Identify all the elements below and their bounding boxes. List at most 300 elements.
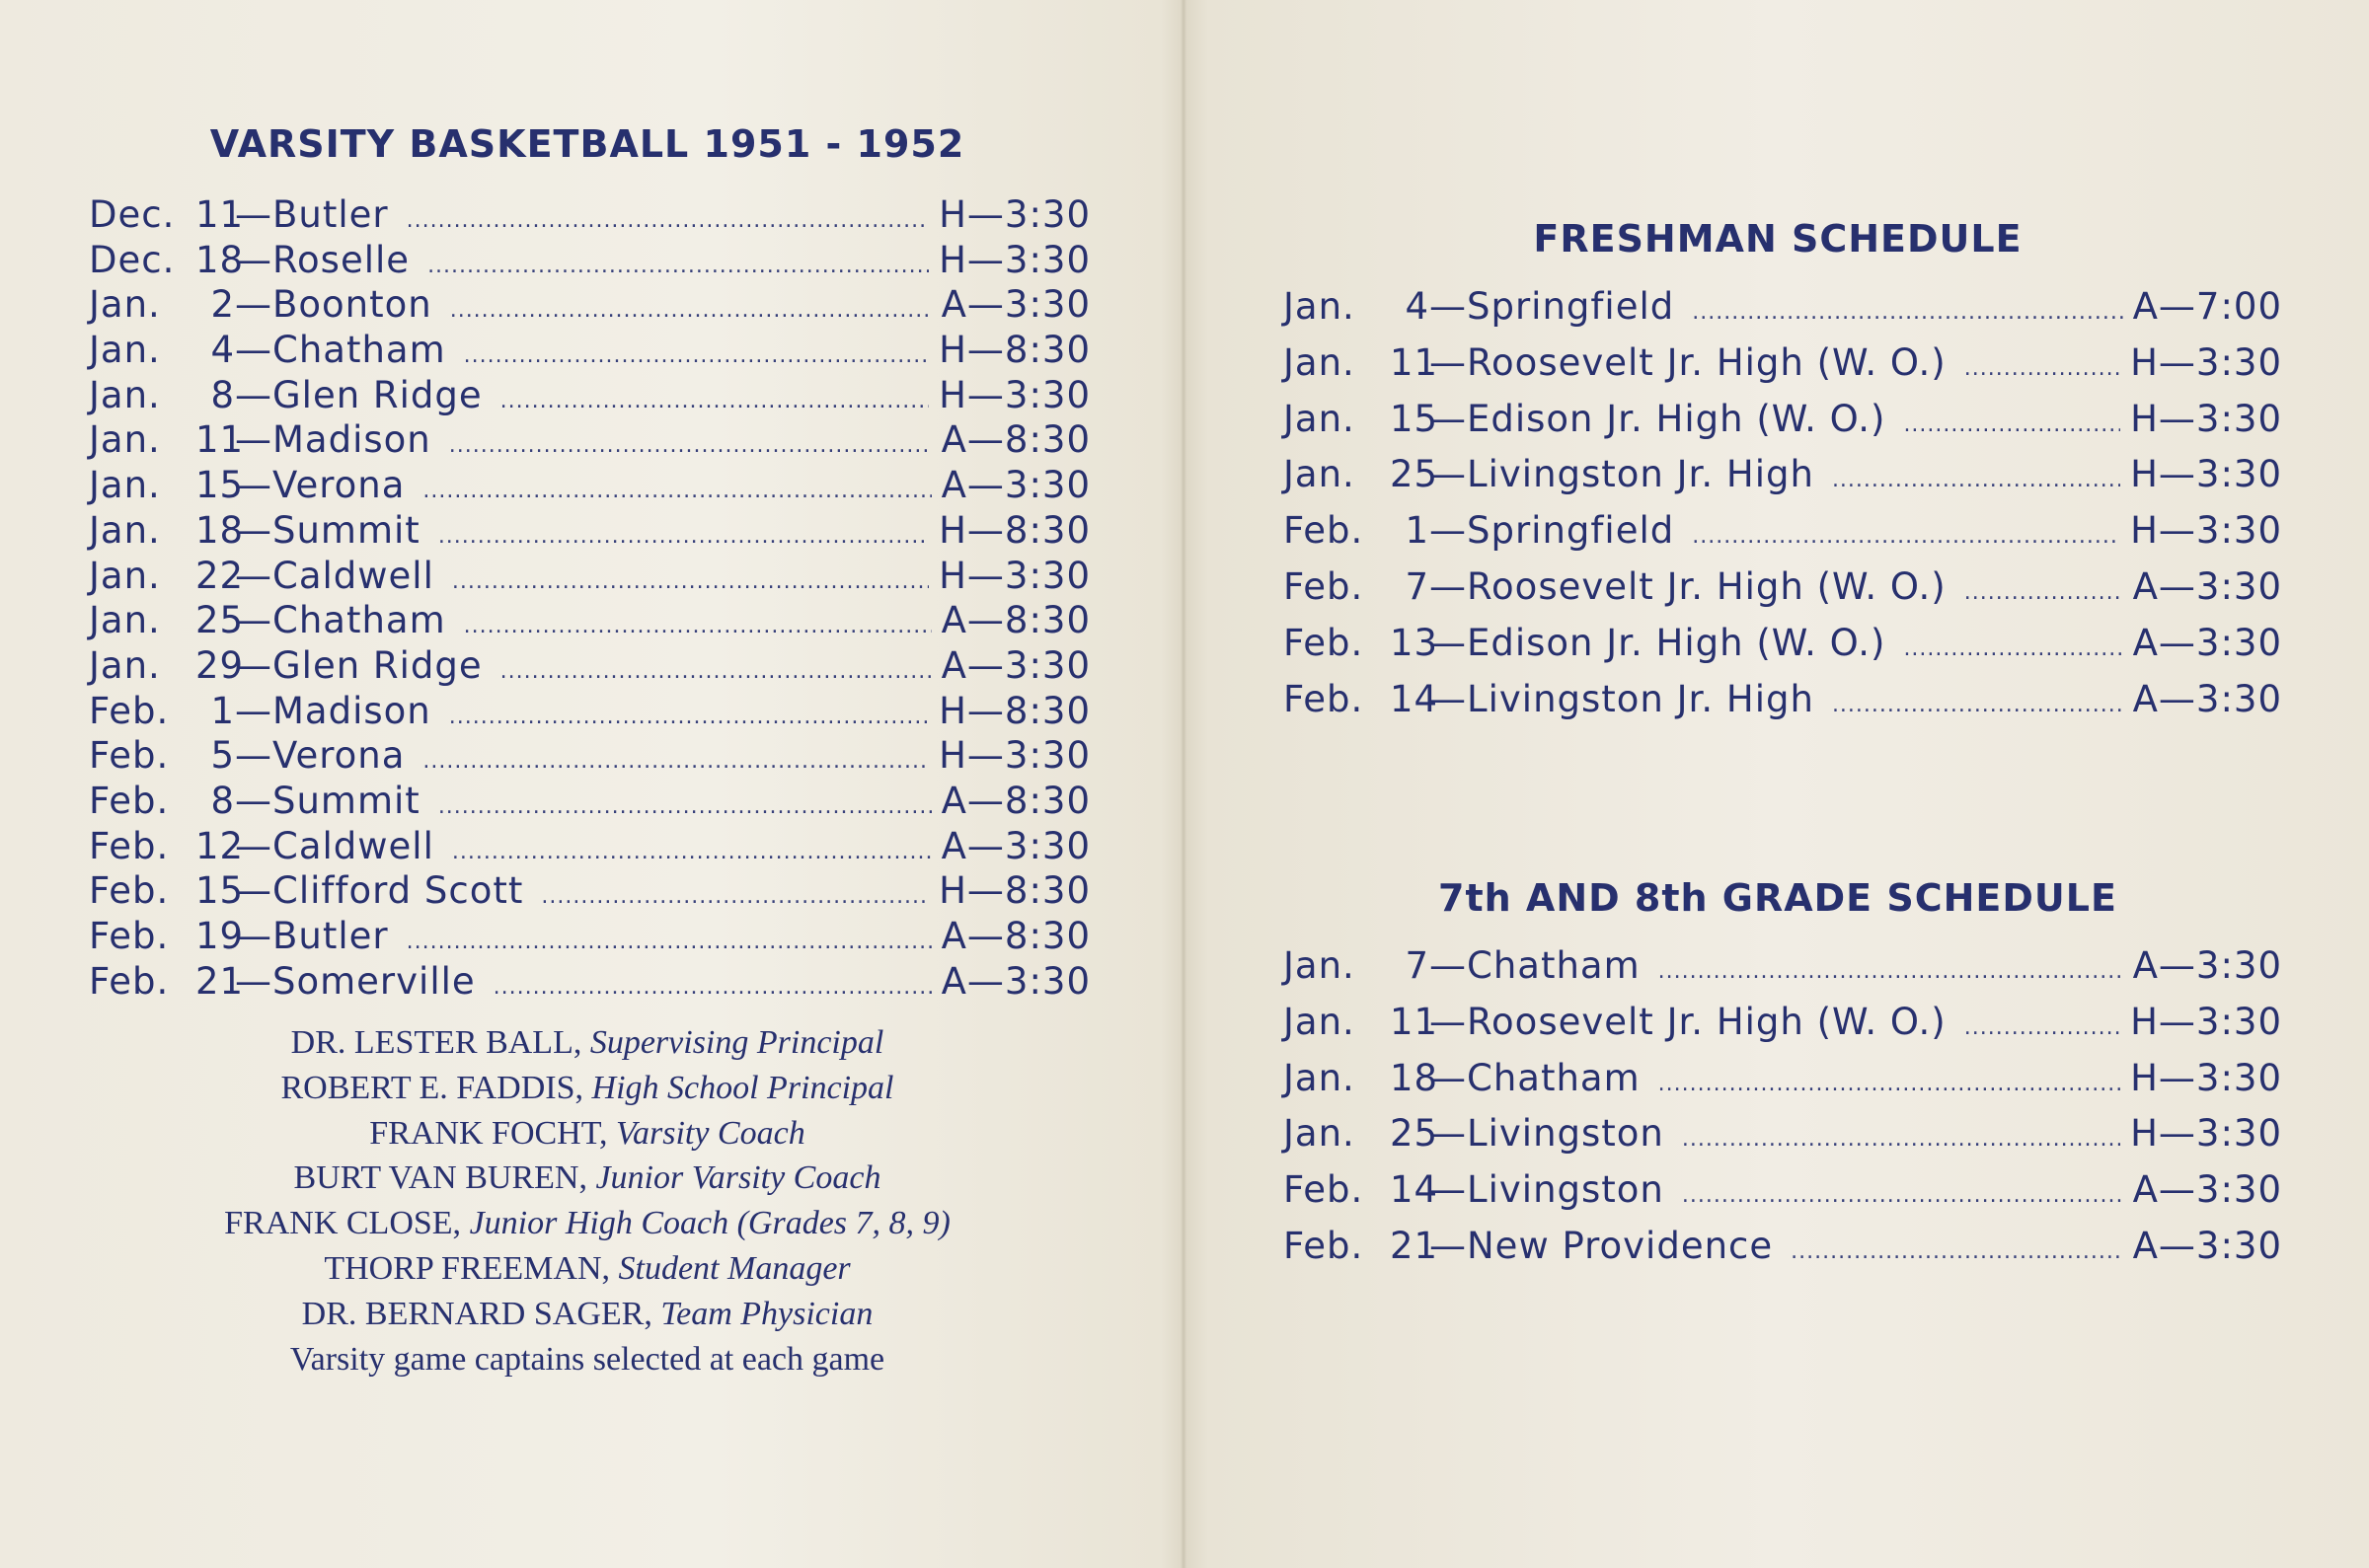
dash-separator: — — [1429, 397, 1467, 440]
game-location: A — [2132, 1168, 2159, 1212]
game-location: A — [941, 418, 967, 462]
game-location-time — [2130, 341, 2282, 384]
dot-leader — [500, 659, 932, 684]
game-day: 22 — [195, 554, 245, 597]
dot-leader — [1791, 1239, 2122, 1264]
dash-separator: — — [1429, 1112, 1467, 1156]
dot-leader — [438, 524, 929, 549]
game-time: 3:30 — [1004, 734, 1091, 778]
freshman-schedule — [1283, 285, 2282, 733]
staff-member — [0, 1111, 1175, 1157]
game-day: 29 — [195, 643, 245, 687]
dash-separator: — — [1429, 453, 1467, 496]
game-opponent: Somerville — [272, 959, 476, 1003]
staff-title: High School Principal — [591, 1069, 894, 1106]
dot-leader — [1964, 356, 2120, 381]
game-opponent: Chatham — [272, 599, 446, 642]
dash-separator: — — [966, 689, 1005, 732]
game-location-time — [939, 869, 1091, 912]
game-opponent: Glen Ridge — [272, 373, 483, 416]
dash-separator: — — [966, 915, 1005, 957]
dot-leader — [427, 254, 929, 278]
dash-separator: — — [235, 418, 272, 462]
game-location-time — [939, 555, 1091, 597]
dash-separator: — — [2158, 677, 2196, 720]
dash-separator: — — [235, 869, 272, 913]
dash-separator: — — [966, 869, 1005, 913]
dash-separator: — — [966, 554, 1005, 597]
game-location: H — [939, 869, 967, 913]
dot-leader — [1903, 636, 2122, 661]
game-day: 11 — [1390, 1000, 1439, 1043]
game-opponent: Verona — [272, 734, 406, 778]
game-opponent: Roosevelt Jr. High (W. O.) — [1467, 564, 1947, 608]
game-location: H — [939, 238, 967, 281]
game-location: A — [941, 915, 967, 957]
game-time: 8:30 — [1004, 599, 1091, 642]
game-location: A — [941, 959, 967, 1003]
game-day: 2 — [210, 283, 235, 327]
varsity-title: VARSITY BASKETBALL 1951 - 1952 — [209, 122, 965, 166]
game-location: H — [939, 734, 967, 778]
grade-schedule-title: 7th AND 8th GRADE SCHEDULE — [1438, 876, 2117, 920]
game-location: A — [2132, 1224, 2159, 1267]
game-location-time — [942, 780, 1091, 822]
game-location-time — [939, 734, 1091, 777]
dot-leader — [1832, 468, 2120, 492]
game-time: 3:30 — [2195, 1112, 2282, 1156]
dash-separator: — — [966, 418, 1005, 462]
dash-separator: — — [235, 824, 272, 867]
game-day: 15 — [195, 464, 245, 507]
schedule-row — [1283, 1168, 2282, 1225]
game-time: 3:30 — [1004, 959, 1091, 1003]
game-opponent: Springfield — [1467, 509, 1675, 553]
schedule-row — [89, 239, 1091, 284]
dash-separator: — — [2158, 397, 2196, 440]
dash-separator: — — [235, 643, 272, 687]
schedule-row — [89, 418, 1091, 464]
game-time: 3:30 — [1004, 193, 1091, 236]
dot-leader — [452, 569, 929, 594]
dash-separator: — — [966, 508, 1005, 552]
game-time: 3:30 — [2195, 1056, 2282, 1099]
dot-leader — [1692, 300, 2122, 325]
dot-leader — [1964, 1015, 2120, 1040]
game-month: Feb. — [89, 959, 170, 1003]
game-day: 25 — [195, 599, 245, 642]
schedule-row — [89, 734, 1091, 780]
game-opponent: Caldwell — [272, 824, 434, 867]
game-month: Jan. — [1283, 397, 1355, 440]
schedule-row — [1283, 1057, 2282, 1113]
dash-separator: — — [966, 643, 1005, 687]
game-location-time — [2130, 1057, 2282, 1099]
dot-leader — [464, 614, 932, 638]
game-day: 18 — [195, 238, 245, 281]
staff-member — [0, 1201, 1175, 1246]
game-month: Jan. — [1283, 1112, 1355, 1156]
schedule-row — [89, 960, 1091, 1006]
staff-member — [0, 1246, 1175, 1292]
game-time: 3:30 — [1004, 464, 1091, 507]
schedule-row — [89, 555, 1091, 600]
dash-separator: — — [235, 959, 272, 1003]
staff-member — [0, 1020, 1175, 1066]
schedule-row — [1283, 509, 2282, 565]
game-month: Jan. — [89, 329, 161, 372]
game-location-time — [2130, 1001, 2282, 1043]
game-day: 25 — [1390, 1112, 1439, 1156]
game-time: 3:30 — [1004, 824, 1091, 867]
schedule-row — [89, 825, 1091, 870]
game-time: 8:30 — [1004, 329, 1091, 372]
schedule-row — [1283, 678, 2282, 734]
game-month: Jan. — [89, 373, 161, 416]
game-location: H — [939, 689, 967, 732]
dash-separator: — — [2158, 1224, 2196, 1267]
game-time: 3:30 — [1004, 554, 1091, 597]
game-opponent: Boonton — [272, 283, 432, 327]
game-day: 7 — [1405, 944, 1429, 987]
game-time: 8:30 — [1004, 779, 1091, 822]
game-opponent: New Providence — [1467, 1224, 1774, 1267]
game-location-time — [942, 825, 1091, 867]
schedule-row — [89, 283, 1091, 329]
game-month: Jan. — [1283, 944, 1355, 987]
staff-name: ROBERT E. FADDIS, — [280, 1069, 584, 1106]
game-location: H — [2130, 509, 2159, 553]
captains-note: Varsity game captains selected at each game — [289, 1340, 885, 1378]
game-time: 3:30 — [2195, 564, 2282, 608]
game-location: H — [2130, 340, 2159, 384]
dash-separator: — — [1429, 340, 1467, 384]
game-opponent: Caldwell — [272, 554, 434, 597]
game-time: 8:30 — [1004, 869, 1091, 913]
game-opponent: Madison — [272, 418, 431, 462]
dot-leader — [449, 705, 929, 729]
staff-title: Supervising Principal — [589, 1024, 884, 1061]
dash-separator: — — [235, 779, 272, 822]
game-opponent: Glen Ridge — [272, 643, 483, 687]
dash-separator: — — [966, 238, 1005, 281]
game-location-time — [2133, 622, 2282, 664]
game-day: 11 — [195, 193, 245, 236]
game-location: H — [2130, 453, 2159, 496]
game-location-time — [2133, 1168, 2282, 1211]
game-day: 13 — [1390, 621, 1439, 664]
game-location-time — [2133, 678, 2282, 720]
game-location: A — [941, 824, 967, 867]
dash-separator: — — [966, 329, 1005, 372]
dot-leader — [464, 343, 929, 368]
dash-separator: — — [235, 915, 272, 957]
game-location-time — [2130, 453, 2282, 495]
game-location-time — [2133, 565, 2282, 608]
game-time: 7:00 — [2195, 285, 2282, 328]
game-month: Jan. — [1283, 340, 1355, 384]
dot-leader — [452, 840, 932, 864]
game-month: Feb. — [1283, 621, 1364, 664]
game-location-time — [942, 418, 1091, 461]
game-location: A — [941, 599, 967, 642]
schedule-row — [89, 329, 1091, 374]
dash-separator: — — [966, 283, 1005, 327]
game-day: 18 — [195, 508, 245, 552]
dash-separator: — — [2158, 509, 2196, 553]
game-location-time — [939, 329, 1091, 371]
staff-title: Student Manager — [618, 1249, 851, 1287]
schedule-row — [89, 869, 1091, 915]
schedule-row — [1283, 1001, 2282, 1057]
freshman-title: FRESHMAN SCHEDULE — [1533, 217, 2023, 261]
dot-leader — [407, 930, 932, 954]
schedule-row — [89, 464, 1091, 509]
schedule-row — [1283, 453, 2282, 509]
game-day: 4 — [210, 329, 235, 372]
game-month: Jan. — [89, 643, 161, 687]
dash-separator: — — [2158, 564, 2196, 608]
game-opponent: Verona — [272, 464, 406, 507]
dash-separator: — — [966, 464, 1005, 507]
game-location-time — [2133, 1225, 2282, 1267]
game-time: 8:30 — [1004, 418, 1091, 462]
dash-separator: — — [966, 193, 1005, 236]
game-location-time — [2130, 1112, 2282, 1155]
game-day: 14 — [1390, 1168, 1439, 1212]
game-month: Jan. — [89, 418, 161, 462]
game-location: H — [2130, 1000, 2159, 1043]
game-location-time — [942, 464, 1091, 506]
game-location-time — [939, 193, 1091, 236]
game-month: Feb. — [89, 824, 170, 867]
dot-leader — [450, 298, 932, 323]
staff-name: THORP FREEMAN, — [324, 1249, 611, 1287]
dash-separator: — — [966, 824, 1005, 867]
dash-separator: — — [235, 734, 272, 778]
game-day: 25 — [1390, 453, 1439, 496]
game-opponent: Clifford Scott — [272, 869, 524, 913]
schedule-row — [1283, 565, 2282, 622]
staff-member — [0, 1066, 1175, 1111]
dash-separator: — — [1429, 677, 1467, 720]
game-location-time — [942, 283, 1091, 326]
schedule-row — [1283, 1112, 2282, 1168]
schedule-row — [1283, 398, 2282, 454]
game-location-time — [2133, 285, 2282, 328]
schedule-row — [89, 509, 1091, 555]
dash-separator: — — [235, 283, 272, 327]
game-day: 21 — [195, 959, 245, 1003]
dash-separator: — — [1429, 1056, 1467, 1099]
game-day: 21 — [1390, 1224, 1439, 1267]
game-time: 3:30 — [1004, 283, 1091, 327]
game-opponent: Chatham — [1467, 944, 1641, 987]
game-day: 18 — [1390, 1056, 1439, 1099]
game-location: A — [941, 643, 967, 687]
game-location-time — [2130, 398, 2282, 440]
schedule-row — [1283, 1225, 2282, 1281]
game-time: 3:30 — [2195, 944, 2282, 987]
game-time: 3:30 — [1004, 643, 1091, 687]
game-opponent: Summit — [272, 508, 420, 552]
game-location: A — [2132, 944, 2159, 987]
game-opponent: Chatham — [272, 329, 446, 372]
game-opponent: Chatham — [1467, 1056, 1641, 1099]
game-opponent: Edison Jr. High (W. O.) — [1467, 621, 1886, 664]
dot-leader — [1682, 1127, 2120, 1152]
dash-separator: — — [235, 329, 272, 372]
game-day: 7 — [1405, 564, 1429, 608]
game-opponent: Butler — [272, 193, 389, 236]
schedule-row — [89, 690, 1091, 735]
game-month: Feb. — [1283, 677, 1364, 720]
schedule-row — [89, 193, 1091, 239]
game-month: Feb. — [89, 915, 170, 957]
game-day: 14 — [1390, 677, 1439, 720]
schedule-row — [1283, 622, 2282, 678]
dash-separator: — — [2158, 1056, 2196, 1099]
dot-leader — [1692, 524, 2120, 549]
dot-leader — [422, 749, 929, 774]
game-day: 12 — [195, 824, 245, 867]
game-day: 8 — [210, 779, 235, 822]
staff-member — [0, 1156, 1175, 1201]
dash-separator: — — [1429, 1168, 1467, 1212]
dot-leader — [407, 208, 929, 233]
dot-leader — [1682, 1183, 2123, 1208]
dash-separator: — — [235, 464, 272, 507]
game-opponent: Livingston Jr. High — [1467, 677, 1814, 720]
game-opponent: Roosevelt Jr. High (W. O.) — [1467, 1000, 1947, 1043]
schedule-row — [89, 644, 1091, 690]
dash-separator: — — [2158, 453, 2196, 496]
game-month: Feb. — [89, 779, 170, 822]
game-opponent: Springfield — [1467, 285, 1675, 328]
game-opponent: Butler — [272, 915, 389, 957]
game-location: A — [2132, 621, 2159, 664]
game-time: 3:30 — [2195, 621, 2282, 664]
dash-separator: — — [1429, 285, 1467, 328]
game-month: Jan. — [89, 283, 161, 327]
game-time: 3:30 — [2195, 340, 2282, 384]
game-month: Feb. — [89, 734, 170, 778]
dot-leader — [1964, 580, 2123, 605]
game-day: 11 — [1390, 340, 1439, 384]
game-time: 3:30 — [2195, 453, 2282, 496]
game-opponent: Roselle — [272, 238, 411, 281]
game-month: Jan. — [89, 599, 161, 642]
game-opponent: Edison Jr. High (W. O.) — [1467, 397, 1886, 440]
game-day: 15 — [195, 869, 245, 913]
dash-separator: — — [2158, 621, 2196, 664]
game-day: 1 — [1405, 509, 1429, 553]
game-month: Jan. — [89, 508, 161, 552]
game-location-time — [939, 374, 1091, 416]
game-location: H — [939, 508, 967, 552]
game-location: H — [939, 193, 967, 236]
game-location: H — [2130, 1112, 2159, 1156]
dash-separator: — — [1429, 1224, 1467, 1267]
dash-separator: — — [235, 554, 272, 597]
staff-name: DR. LESTER BALL, — [290, 1024, 582, 1061]
dot-leader — [422, 479, 931, 503]
varsity-schedule — [89, 193, 1091, 1005]
game-location: A — [2132, 564, 2159, 608]
game-month: Feb. — [1283, 509, 1364, 553]
dash-separator: — — [2158, 340, 2196, 384]
game-month: Jan. — [1283, 285, 1355, 328]
game-month: Jan. — [1283, 1000, 1355, 1043]
game-month: Feb. — [89, 689, 170, 732]
game-time: 3:30 — [2195, 677, 2282, 720]
dash-separator: — — [2158, 1000, 2196, 1043]
game-location-time — [939, 690, 1091, 732]
dot-leader — [1903, 412, 2120, 437]
dot-leader — [449, 433, 932, 458]
game-location-time — [942, 599, 1091, 641]
dash-separator: — — [1429, 1000, 1467, 1043]
game-location: A — [941, 283, 967, 327]
staff-list — [0, 1020, 1175, 1381]
dash-separator: — — [235, 599, 272, 642]
game-location: H — [2130, 1056, 2159, 1099]
game-location-time — [939, 239, 1091, 281]
game-location-time — [2133, 944, 2282, 987]
staff-title: Junior Varsity Coach — [595, 1159, 881, 1197]
dot-leader — [438, 794, 932, 819]
dash-separator: — — [2158, 1112, 2196, 1156]
game-time: 3:30 — [2195, 1168, 2282, 1212]
dash-separator: — — [235, 508, 272, 552]
game-month: Jan. — [1283, 453, 1355, 496]
dash-separator: — — [1429, 944, 1467, 987]
game-month: Feb. — [89, 869, 170, 913]
game-day: 11 — [195, 418, 245, 462]
staff-name: BURT VAN BUREN, — [293, 1159, 587, 1197]
game-location: A — [2132, 677, 2159, 720]
dash-separator: — — [2158, 944, 2196, 987]
staff-name: FRANK FOCHT, — [369, 1114, 608, 1152]
dash-separator: — — [2158, 1168, 2196, 1212]
staff-title: Varsity Coach — [615, 1114, 805, 1152]
dot-leader — [500, 389, 929, 413]
game-month: Jan. — [89, 554, 161, 597]
game-time: 8:30 — [1004, 915, 1091, 957]
game-opponent: Roosevelt Jr. High (W. O.) — [1467, 340, 1947, 384]
game-location-time — [942, 644, 1091, 687]
schedule-row — [1283, 341, 2282, 398]
schedule-row — [89, 599, 1091, 644]
dot-leader — [1832, 693, 2123, 717]
dash-separator: — — [1429, 621, 1467, 664]
game-location-time — [939, 509, 1091, 552]
game-opponent: Madison — [272, 689, 431, 732]
staff-name: DR. BERNARD SAGER, — [301, 1295, 652, 1332]
game-time: 3:30 — [1004, 238, 1091, 281]
dash-separator: — — [235, 373, 272, 416]
dash-separator: — — [966, 373, 1005, 416]
game-opponent: Livingston — [1467, 1168, 1664, 1212]
dash-separator: — — [235, 238, 272, 281]
game-location: H — [939, 554, 967, 597]
game-time: 8:30 — [1004, 508, 1091, 552]
game-day: 5 — [210, 734, 235, 778]
game-day: 15 — [1390, 397, 1439, 440]
game-month: Feb. — [1283, 564, 1364, 608]
grade-schedule — [1283, 944, 2282, 1281]
schedule-row — [89, 915, 1091, 960]
